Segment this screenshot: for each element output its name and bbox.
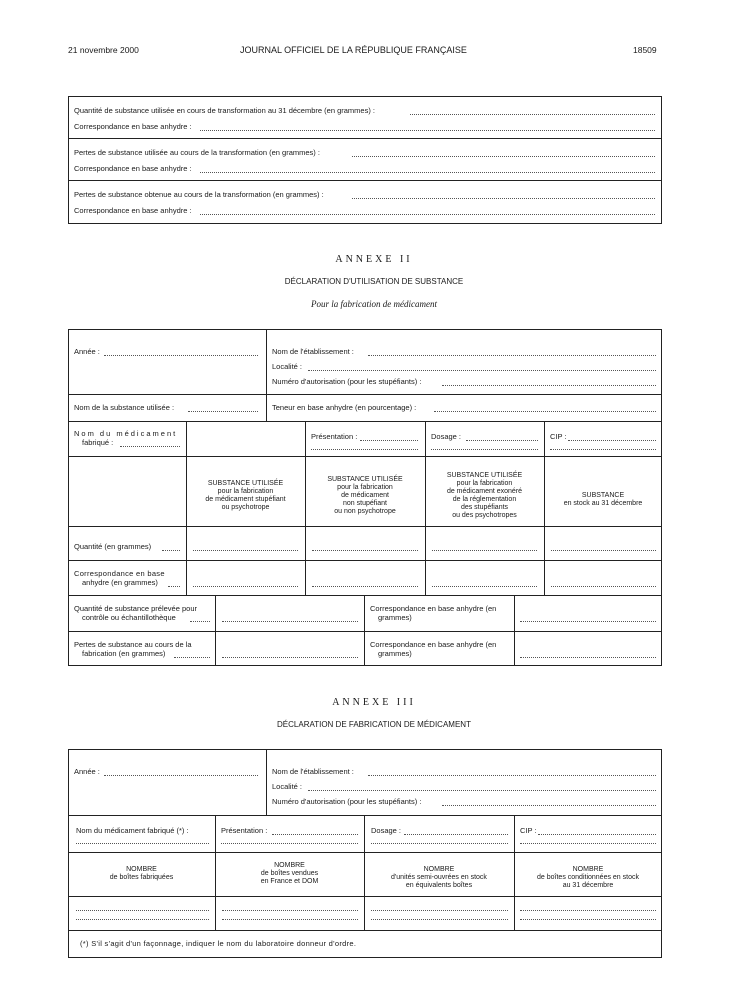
annexe3-title: ANNEXE III	[332, 697, 416, 708]
header-date: 21 novembre 2000	[68, 45, 139, 55]
fill-line	[190, 621, 210, 622]
nom-substance-label: Nom de la substance utilisée :	[74, 403, 175, 412]
corr-anhydre-field[interactable]	[520, 621, 656, 622]
quantite-label: Quantité (en grammes)	[74, 542, 152, 551]
cip-field-2[interactable]	[550, 449, 656, 450]
col-header-boites-fabriquees: NOMBRE de boîtes fabriquées	[109, 866, 174, 881]
unites-semi-ouvrees-field-2[interactable]	[371, 919, 508, 920]
footnote: (*) S'il s'agit d'un façonnage, indiquer le nom du laboratoire donneur d'ordre.	[80, 939, 357, 948]
quantite-field-2[interactable]	[312, 550, 418, 551]
correspondance-label: Correspondance en base	[74, 569, 165, 578]
cip3-label: CIP :	[520, 826, 537, 835]
corr-anhydre2-field[interactable]	[520, 657, 656, 658]
pertes-label: Pertes de substance au cours de la	[74, 640, 192, 649]
correspondance-field-3[interactable]	[432, 586, 537, 587]
nom-etablissement3-field[interactable]	[368, 775, 656, 776]
divider	[68, 595, 662, 596]
nom-etablissement-label: Nom de l'établissement :	[272, 347, 354, 356]
annexe2-subtitle: DÉCLARATION D'UTILISATION DE SUBSTANCE	[284, 277, 464, 286]
fill-line[interactable]	[410, 114, 655, 115]
fill-line[interactable]	[200, 130, 655, 131]
quantite-prelevee-field[interactable]	[222, 621, 358, 622]
header-journal: JOURNAL OFFICIEL DE LA RÉPUBLIQUE FRANÇAISE	[240, 45, 467, 55]
quantite-field-3[interactable]	[432, 550, 537, 551]
divider	[364, 595, 365, 666]
numero3-field[interactable]	[442, 805, 656, 806]
presentation3-label: Présentation :	[221, 826, 268, 835]
divider	[68, 394, 662, 395]
corr-anhydre2-label: Correspondance en base anhydre (en	[370, 640, 497, 649]
presentation-field[interactable]	[360, 440, 418, 441]
correspondance-label-2: anhydre (en grammes)	[82, 578, 158, 587]
col-header-stupefiant: SUBSTANCE UTILISÉE pour la fabrication de médicament stupéfiant ou psychotrope	[205, 480, 286, 511]
pertes-field[interactable]	[222, 657, 358, 658]
divider	[68, 456, 662, 457]
top-box	[68, 96, 662, 224]
top-r1-label-a: Quantité de substance utilisée en cours de transformation au 31 décembre (en grammes) :	[74, 106, 375, 115]
annee-field[interactable]	[104, 355, 258, 356]
localite-label: Localité :	[272, 362, 303, 371]
divider	[68, 896, 662, 897]
top-r3-label-a: Pertes de substance obtenue au cours de la transformation (en grammes) :	[74, 190, 324, 199]
numero-autorisation-field[interactable]	[442, 385, 656, 386]
fill-line	[174, 657, 210, 658]
divider	[68, 180, 662, 181]
unites-semi-ouvrees-field[interactable]	[371, 910, 508, 911]
divider	[266, 749, 267, 815]
col-header-unites-semi-ouvrees: NOMBRE d'unités semi-ouvrées en stock en équivalents boîtes	[391, 866, 487, 889]
boites-fabriquees-field[interactable]	[76, 910, 209, 911]
cip-field[interactable]	[568, 440, 656, 441]
boites-vendues-field[interactable]	[222, 910, 358, 911]
presentation3-field[interactable]	[272, 834, 358, 835]
corr-anhydre2-label-2: grammes)	[378, 649, 412, 658]
dosage3-label: Dosage :	[371, 826, 402, 835]
teneur-label: Teneur en base anhydre (en pourcentage) :	[272, 403, 417, 412]
teneur-field[interactable]	[434, 411, 656, 412]
fill-line[interactable]	[352, 198, 655, 199]
dosage3-field[interactable]	[404, 834, 508, 835]
nom-etablissement-field[interactable]	[368, 355, 656, 356]
divider	[68, 631, 662, 632]
annee3-label: Année :	[74, 767, 100, 776]
fill-line[interactable]	[200, 214, 655, 215]
numero-autorisation-label: Numéro d'autorisation (pour les stupéfiants) :	[272, 377, 422, 386]
localite3-label: Localité :	[272, 782, 303, 791]
nom-medicament-label: Nom du médicament	[74, 429, 178, 438]
pertes-label-2: fabrication (en grammes)	[82, 649, 166, 658]
divider	[514, 595, 515, 666]
corr-anhydre-label: Correspondance en base anhydre (en	[370, 604, 497, 613]
col-header-boites-conditionnees: NOMBRE de boîtes conditionnées en stock au 31 décembre	[537, 866, 639, 889]
nom-medicament-label-2: fabriqué :	[82, 438, 114, 447]
boites-conditionnees-field[interactable]	[520, 910, 656, 911]
annexe2-italic-subtitle: Pour la fabrication de médicament	[311, 299, 437, 309]
quantite-prelevee-label-2: contrôle ou échantillothèque	[82, 613, 176, 622]
divider	[544, 421, 545, 595]
top-r1-label-b: Correspondance en base anhydre :	[74, 122, 192, 131]
presentation-label: Présentation :	[311, 432, 358, 441]
correspondance-field-2[interactable]	[312, 586, 418, 587]
dosage3-field-2[interactable]	[371, 843, 508, 844]
dosage-field-2[interactable]	[431, 449, 538, 450]
col-header-exonere: SUBSTANCE UTILISÉE pour la fabrication de médicament exonéré de la réglementation des stupéfiants ou des psychotropes	[446, 472, 523, 519]
cip3-field-2[interactable]	[520, 843, 656, 844]
top-r2-label-b: Correspondance en base anhydre :	[74, 164, 192, 173]
nom-etablissement3-label: Nom de l'établissement :	[272, 767, 354, 776]
fill-line[interactable]	[200, 172, 655, 173]
nom-medicament3-field[interactable]	[76, 843, 209, 844]
quantite-field-4[interactable]	[551, 550, 656, 551]
divider	[215, 595, 216, 666]
divider	[68, 560, 662, 561]
dosage-field[interactable]	[466, 440, 538, 441]
boites-fabriquees-field-2[interactable]	[76, 919, 209, 920]
top-r3-label-b: Correspondance en base anhydre :	[74, 206, 192, 215]
localite-field[interactable]	[308, 370, 656, 371]
nom-substance-field[interactable]	[188, 411, 258, 412]
annexe2-title: ANNEXE II	[335, 254, 413, 265]
correspondance-field-4[interactable]	[551, 586, 656, 587]
corr-anhydre-label-2: grammes)	[378, 613, 412, 622]
fill-line	[168, 586, 180, 587]
header-page-number: 18509	[633, 45, 657, 55]
presentation3-field-2[interactable]	[221, 843, 358, 844]
annexe3-form	[68, 749, 662, 958]
cip-label: CIP :	[550, 432, 567, 441]
quantite-prelevee-label: Quantité de substance prélevée pour	[74, 604, 197, 613]
fill-line	[162, 550, 180, 551]
cip3-field[interactable]	[538, 834, 656, 835]
col-header-stock: SUBSTANCE en stock au 31 décembre	[563, 492, 643, 507]
col-header-non-stupefiant: SUBSTANCE UTILISÉE pour la fabrication de médicament non stupéfiant ou non psychotrope	[327, 476, 403, 515]
nom-medicament-field[interactable]	[120, 446, 180, 447]
divider	[68, 930, 662, 931]
divider	[68, 852, 662, 853]
quantite-field-1[interactable]	[193, 550, 298, 551]
divider	[68, 526, 662, 527]
nom-medicament3-label: Nom du médicament fabriqué (*) :	[76, 826, 189, 835]
divider	[68, 421, 662, 422]
localite3-field[interactable]	[308, 790, 656, 791]
dosage-label: Dosage :	[431, 432, 462, 441]
boites-conditionnees-field-2[interactable]	[520, 919, 656, 920]
boites-vendues-field-2[interactable]	[222, 919, 358, 920]
col-header-boites-vendues: NOMBRE de boîtes vendues en France et DOM	[260, 862, 319, 885]
divider	[68, 815, 662, 816]
divider	[266, 329, 267, 421]
fill-line[interactable]	[352, 156, 655, 157]
correspondance-field-1[interactable]	[193, 586, 298, 587]
annexe3-subtitle: DÉCLARATION DE FABRICATION DE MÉDICAMENT	[277, 720, 471, 729]
divider	[68, 138, 662, 139]
annee3-field[interactable]	[104, 775, 258, 776]
top-r2-label-a: Pertes de substance utilisée au cours de la transformation (en grammes) :	[74, 148, 320, 157]
presentation-field-2[interactable]	[311, 449, 418, 450]
annee-label: Année :	[74, 347, 100, 356]
numero3-label: Numéro d'autorisation (pour les stupéfiants) :	[272, 797, 422, 806]
